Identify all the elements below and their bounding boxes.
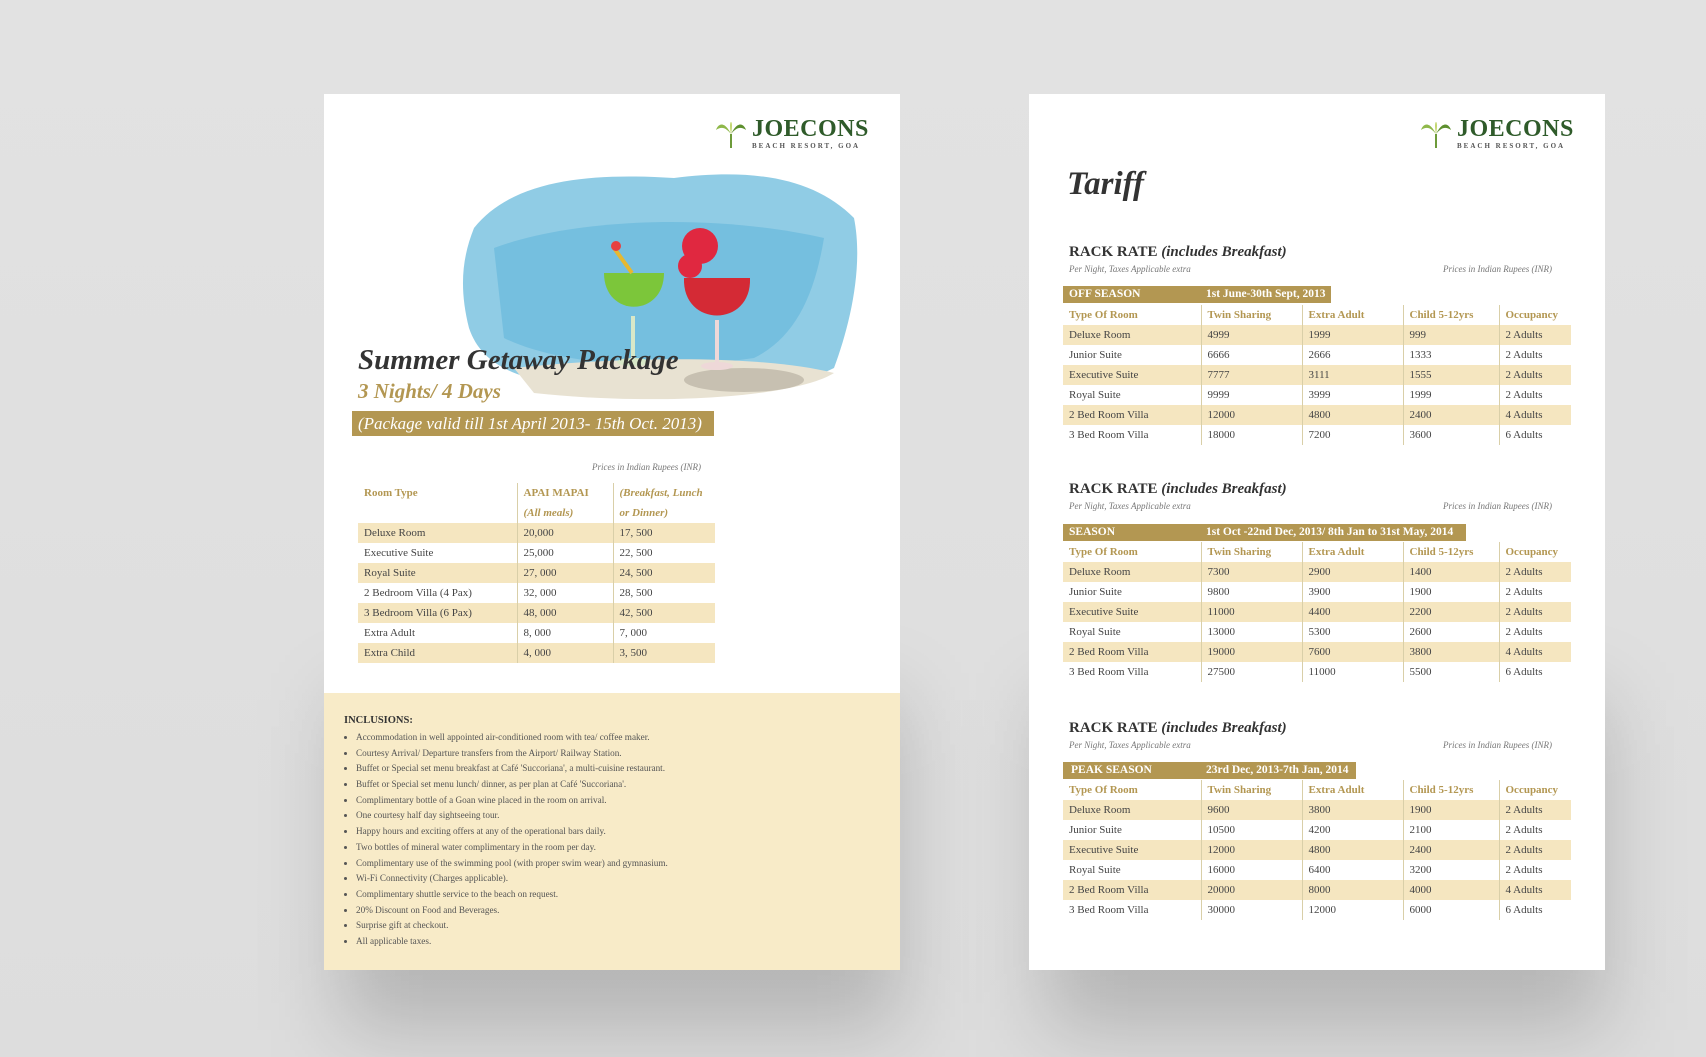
list-item: • 20% Discount on Food and Beverages. (356, 903, 668, 919)
season-name: PEAK SEASON (1071, 764, 1152, 776)
package-page (324, 94, 900, 970)
table-row: Junior Suite 9800 3900 1900 2 Adults (1063, 582, 1571, 602)
rack-price-note: Prices in Indian Rupees (INR) (1443, 740, 1552, 750)
season-bar (1063, 286, 1331, 303)
table-row: Deluxe Room 7300 2900 1400 2 Adults (1063, 562, 1571, 582)
list-item: • Two bottles of mineral water complimentary in the room per day. (356, 840, 668, 856)
table-row: Deluxe Room 4999 1999 999 2 Adults (1063, 325, 1571, 345)
rack-rate-note: Per Night, Taxes Applicable extra (1069, 264, 1191, 274)
table-row: Deluxe Room 9600 3800 1900 2 Adults (1063, 800, 1571, 820)
brand-logo (1419, 116, 1574, 150)
list-item: • Complimentary use of the swimming pool (with proper swim wear) and gymnasium. (356, 856, 668, 872)
list-item: • One courtesy half day sightseeing tour. (356, 808, 668, 824)
brand-name: JOECONS (752, 115, 869, 142)
rack-price-note: Prices in Indian Rupees (INR) (1443, 501, 1552, 511)
table-row: Executive Suite 7777 3111 1555 2 Adults (1063, 365, 1571, 385)
brand-name: JOECONS (1457, 115, 1574, 142)
table-row: Executive Suite 25,000 22, 500 (358, 543, 715, 563)
table-row: Deluxe Room 20,000 17, 500 (358, 523, 715, 543)
list-item: • All applicable taxes. (356, 934, 668, 950)
table-row: Junior Suite 10500 4200 2100 2 Adults (1063, 820, 1571, 840)
table-row: Royal Suite 27, 000 24, 500 (358, 563, 715, 583)
table-row: 3 Bed Room Villa 18000 7200 3600 6 Adults (1063, 425, 1571, 445)
header-all-meals: (All meals) (517, 503, 613, 523)
rack-rate-heading: RACK RATE (includes Breakfast) (1069, 720, 1287, 736)
table-row: 2 Bed Room Villa 19000 7600 3800 4 Adults (1063, 642, 1571, 662)
table-row: Royal Suite 16000 6400 3200 2 Adults (1063, 860, 1571, 880)
tariff-page (1029, 94, 1605, 970)
rack-price-note: Prices in Indian Rupees (INR) (1443, 264, 1552, 274)
season-name: SEASON (1069, 526, 1116, 538)
header-or-dinner: or Dinner) (613, 503, 715, 523)
season-bar (1063, 762, 1356, 779)
list-item: • Accommodation in well appointed air-conditioned room with tea/ coffee maker. (356, 730, 668, 746)
table-row: 3 Bed Room Villa 27500 11000 5500 6 Adults (1063, 662, 1571, 682)
list-item: • Buffet or Special set menu breakfast at Café 'Succoriana', a multi-cuisine restaurant. (356, 761, 668, 777)
rate-table: Type Of Room Twin Sharing Extra Adult Child 5-12yrs Occupancy Deluxe Room 7300 2900 1400 2 Adults Junior Suite 9800 3900 1900 2 Adults Executive Suite 11000 4400 2200 2 Adults Royal Suite 13000 5300 2600 2 Adults 2 Bed Room Villa 19000 7600 3800 4 Adults 3 Bed Room Villa 27500 11000 5500 6 Adults (1063, 542, 1571, 682)
header-apai: APAI MAPAI (517, 483, 613, 503)
season-dates: 1st Oct -22nd Dec, 2013/ 8th Jan to 31st May, 2014 (1206, 526, 1454, 538)
table-row: Royal Suite 9999 3999 1999 2 Adults (1063, 385, 1571, 405)
rate-table: Type Of Room Twin Sharing Extra Adult Child 5-12yrs Occupancy Deluxe Room 9600 3800 1900 2 Adults Junior Suite 10500 4200 2100 2 Adults Executive Suite 12000 4800 2400 2 Adults Royal Suite 16000 6400 3200 2 Adults 2 Bed Room Villa 20000 8000 4000 4 Adults 3 Bed Room Villa 30000 12000 6000 6 Adults (1063, 780, 1571, 920)
season-name: OFF SEASON (1069, 288, 1141, 300)
list-item: • Wi-Fi Connectivity (Charges applicable). (356, 871, 668, 887)
table-row: Executive Suite 12000 4800 2400 2 Adults (1063, 840, 1571, 860)
table-row: Junior Suite 6666 2666 1333 2 Adults (1063, 345, 1571, 365)
package-title: Summer Getaway Package (358, 344, 679, 376)
package-price-table (358, 483, 715, 663)
cocktail-beach-illustration (454, 158, 874, 428)
brand-tagline: BEACH RESORT, GOA (1457, 141, 1566, 150)
rack-rate-heading: RACK RATE (includes Breakfast) (1069, 481, 1287, 497)
season-dates: 1st June-30th Sept, 2013 (1206, 288, 1326, 300)
tariff-title: Tariff (1067, 166, 1145, 202)
table-row: Extra Child 4, 000 3, 500 (358, 643, 715, 663)
rack-rate-heading: RACK RATE (includes Breakfast) (1069, 244, 1287, 260)
table-row: Royal Suite 13000 5300 2600 2 Adults (1063, 622, 1571, 642)
inclusions-list (344, 730, 668, 950)
table-row: 2 Bed Room Villa 20000 8000 4000 4 Adults (1063, 880, 1571, 900)
list-item: • Happy hours and exciting offers at any of the operational bars daily. (356, 824, 668, 840)
table-row: 3 Bedroom Villa (6 Pax) 48, 000 42, 500 (358, 603, 715, 623)
header-breakfast: (Breakfast, Lunch (613, 483, 715, 503)
list-item: • Courtesy Arrival/ Departure transfers from the Airport/ Railway Station. (356, 746, 668, 762)
header-room-type: Room Type (364, 487, 418, 499)
table-row: 2 Bedroom Villa (4 Pax) 32, 000 28, 500 (358, 583, 715, 603)
inclusions-title: INCLUSIONS: (344, 715, 413, 726)
rack-rate-note: Per Night, Taxes Applicable extra (1069, 740, 1191, 750)
package-price-note: Prices in Indian Rupees (INR) (592, 462, 701, 472)
table-row: 3 Bed Room Villa 30000 12000 6000 6 Adults (1063, 900, 1571, 920)
brand-tagline: BEACH RESORT, GOA (752, 141, 861, 150)
list-item: • Complimentary shuttle service to the beach on request. (356, 887, 668, 903)
table-row: Extra Adult 8, 000 7, 000 (358, 623, 715, 643)
table-row: 2 Bed Room Villa 12000 4800 2400 4 Adults (1063, 405, 1571, 425)
palm-leaf-icon (714, 116, 748, 150)
package-duration: 3 Nights/ 4 Days (358, 379, 501, 403)
season-dates: 23rd Dec, 2013-7th Jan, 2014 (1206, 764, 1349, 776)
season-bar (1063, 524, 1466, 541)
rate-table: Type Of Room Twin Sharing Extra Adult Child 5-12yrs Occupancy Deluxe Room 4999 1999 999 2 Adults Junior Suite 6666 2666 1333 2 Adults Executive Suite 7777 3111 1555 2 Adults Royal Suite 9999 3999 1999 2 Adults 2 Bed Room Villa 12000 4800 2400 4 Adults 3 Bed Room Villa 18000 7200 3600 6 Adults (1063, 305, 1571, 445)
list-item: • Complimentary bottle of a Goan wine placed in the room on arrival. (356, 793, 668, 809)
list-item: • Surprise gift at checkout. (356, 918, 668, 934)
inclusions-panel (324, 693, 900, 970)
rack-rate-note: Per Night, Taxes Applicable extra (1069, 501, 1191, 511)
package-validity: (Package valid till 1st April 2013- 15th Oct. 2013) (352, 411, 714, 436)
palm-leaf-icon (1419, 116, 1453, 150)
brand-logo (714, 116, 869, 150)
list-item: • Buffet or Special set menu lunch/ dinner, as per plan at Café 'Succoriana'. (356, 777, 668, 793)
table-row: Executive Suite 11000 4400 2200 2 Adults (1063, 602, 1571, 622)
